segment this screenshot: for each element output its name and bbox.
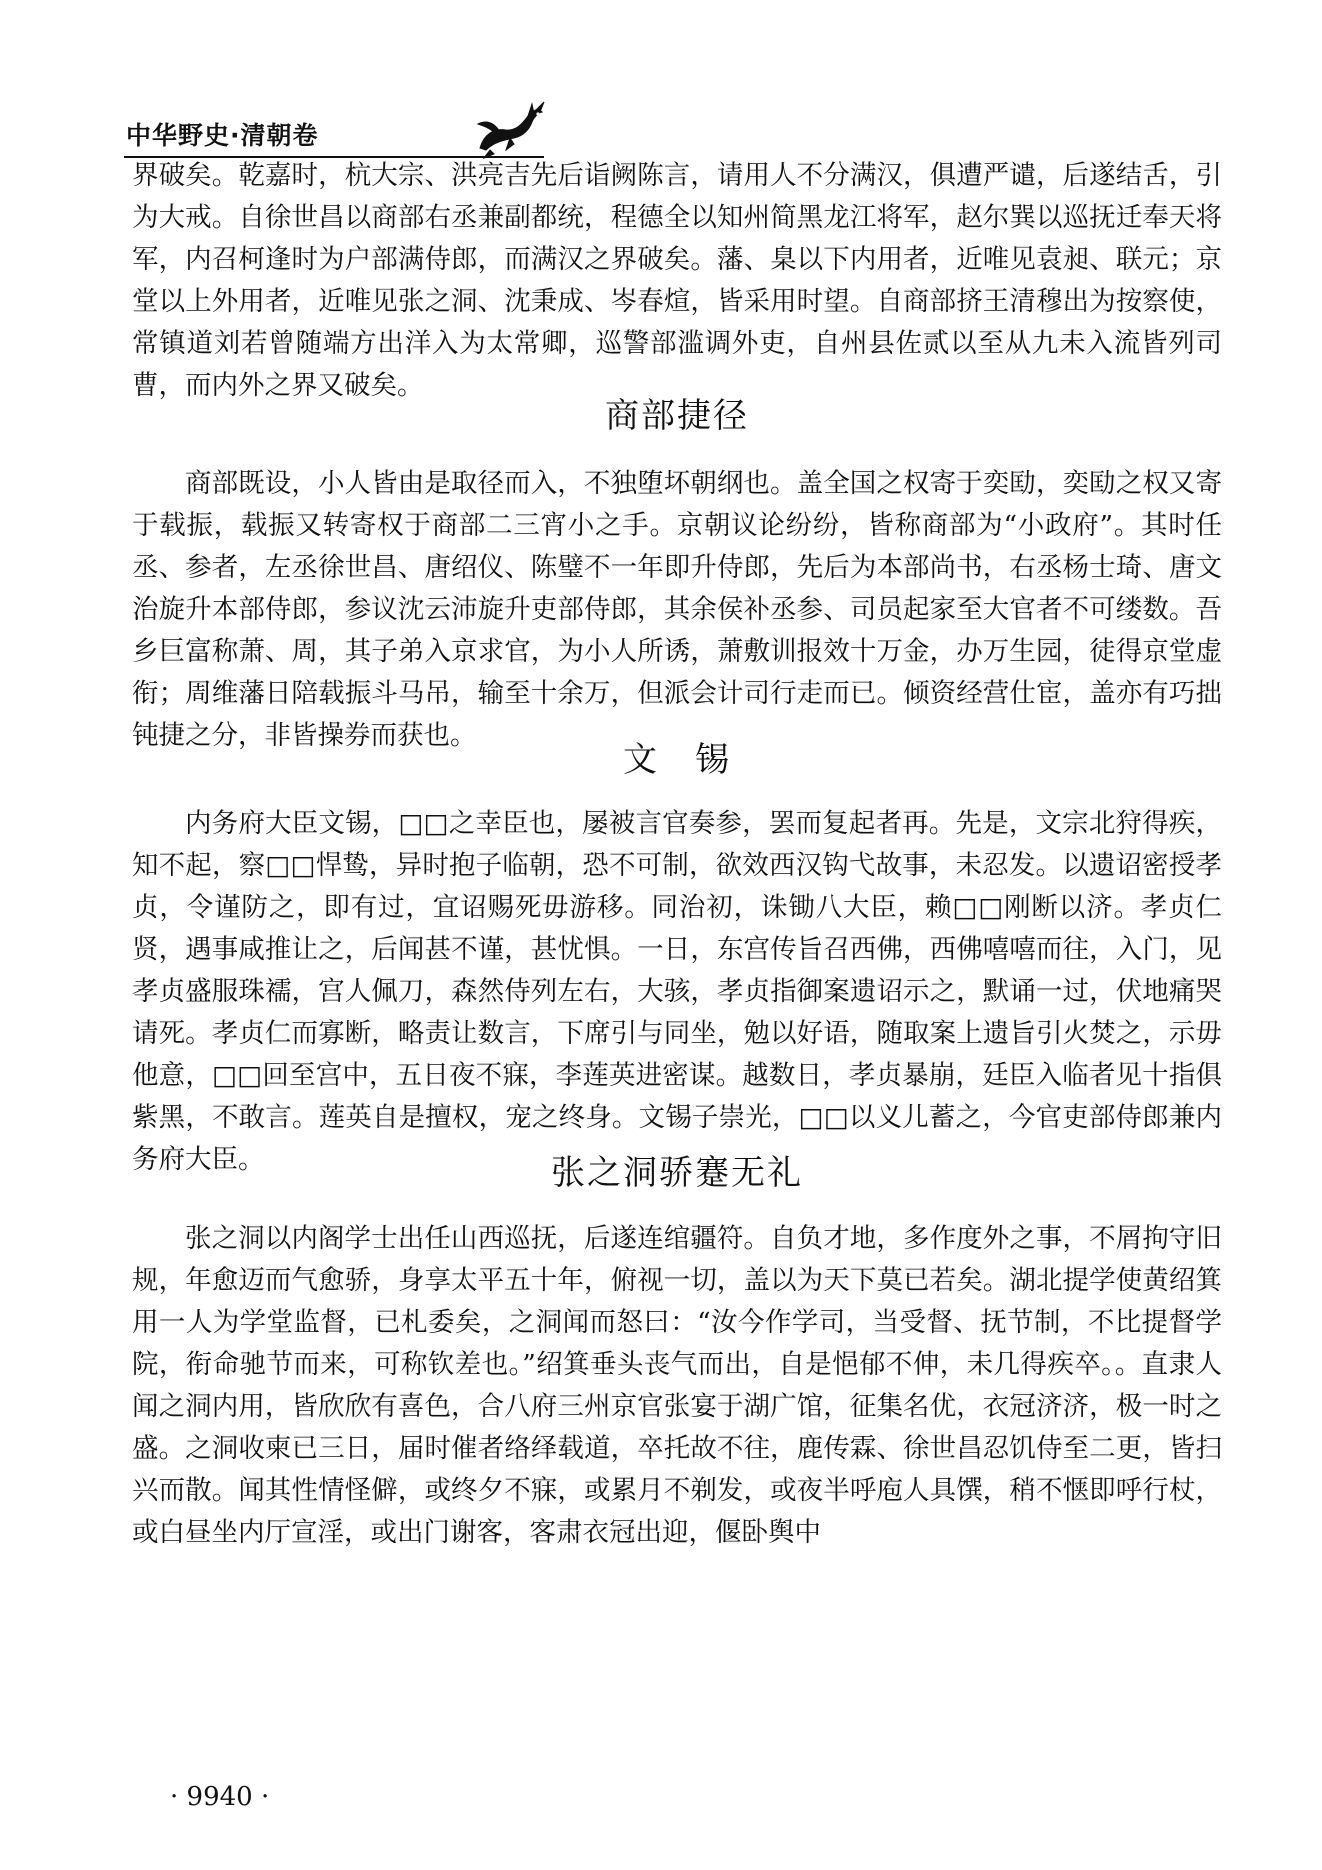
section-body — [132, 463, 1222, 757]
section-body — [132, 803, 1222, 1181]
paragraph: 张之洞以内阁学士出任山西巡抚，后遂连绾疆符。自负才地，多作度外之事，不屑拘守旧规，年愈迈而气愈骄，身享太平五十年，俯视一切，盖以为天下莫已若矣。湖北提学使黄绍箕用一人为学堂监督，已札委矣，之洞闻而怒曰：“汝今作学司，当受督、抚节制，不比提督学院，衔命驰节而来，可称钦差也。”绍箕垂头丧气而出，自是悒郁不伸，未几得疾卒。。直隶人闻之洞内用，皆欣欣有喜色，合八府三州京官张宴于湖广馆，征集名优，衣冠济济，极一时之盛。之洞收柬已三日，届时催者络绎载道，卒托故不往，鹿传霖、徐世昌忍饥侍至二更，皆扫兴而散。闻其性情怪僻，或终夕不寐，或累月不剃发，或夜半呼庖人具馔，稍不惬即呼行杖，或白昼坐内厅宣淫，或出门谢客，客肃衣冠出迎，偃卧舆中 — [132, 1223, 1222, 1548]
section-title: 商部捷径 — [605, 396, 749, 436]
paragraph-continuation — [132, 155, 1222, 407]
paragraph: 商部既设，小人皆由是取径而入，不独堕坏朝纲也。盖全国之权寄于奕劻，奕劻之权又寄于载振，载振又转寄权于商部二三宵小之手。京朝议论纷纷，皆称商部为“小政府”。其时任丞、参者，左丞徐世昌、唐绍仪、陈璧不一年即升侍郎，先后为本部尚书，右丞杨士琦、唐文治旋升本部侍郎，参议沈云沛旋升吏部侍郎，其余侯补丞参、司员起家至大官者不可缕数。吾乡巨富称萧、周，其子弟入京求官，为小人所诱，萧敷训报效十万金，办万生园，徒得京堂虚衔；周维藩日陪载振斗马吊，输至十余万，但派会计司行走而已。倾资经营仕宦，盖亦有巧拙钝捷之分，非皆操券而获也。 — [132, 468, 1222, 751]
book-title: 中华野史·清朝卷 — [126, 121, 319, 150]
section-title: 文 锡 — [623, 740, 731, 780]
section-title: 张之洞骄蹇无礼 — [551, 1153, 803, 1193]
paragraph: 界破矣。乾嘉时，杭大宗、洪亮吉先后诣阙陈言，请用人不分满汉，俱遭严谴，后遂结舌，引为大戒。自徐世昌以商部右丞兼副都统，程德全以知州简黑龙江将军，赵尔巽以巡抚迁奉天将军，内召柯逢时为户部满侍郎，而满汉之界破矣。藩、臬以下内用者，近唯见袁昶、联元；京堂以上外用者，近唯见张之洞、沈秉成、岑春煊，皆采用时望。自商部挤王清穆出为按察使，常镇道刘若曾随端方出洋入为太常卿，巡警部滥调外吏，自州县佐贰以至从九未入流皆列司曹，而内外之界又破矣。 — [132, 160, 1222, 401]
paragraph: 内务府大臣文锡，□□之幸臣也，屡被言官奏参，罢而复起者再。先是，文宗北狩得疾，知不起，察□□悍鸷，异时抱子临朝，恐不可制，欲效西汉钩弋故事，未忍发。以遗诏密授孝贞，令谨防之，即有过，宜诏赐死毋游移。同治初，诛锄八大臣，赖□□刚断以济。孝贞仁贤，遇事咸推让之，后闻甚不谨，甚忧惧。一日，东宫传旨召西佛，西佛嘻嘻而往，入门，见孝贞盛服珠襦，宫人佩刀，森然侍列左右，大骇，孝贞指御案遗诏示之，默诵一过，伏地痛哭请死。孝贞仁而寡断，略责让数言，下席引与同坐，勉以好语，随取案上遗旨引火焚之，示毋他意，□□回至宫中，五日夜不寐，李莲英进密谋。越数日，孝贞暴崩，廷臣入临者见十指俱紫黑，不敢言。莲英自是擅权，宠之终身。文锡子崇光，□□以义儿蓄之，今官吏部侍郎兼内务府大臣。 — [132, 808, 1222, 1175]
page-number: · 9940 · — [170, 1782, 270, 1812]
section-body — [132, 1218, 1222, 1554]
dragon-emblem-icon — [470, 98, 550, 160]
